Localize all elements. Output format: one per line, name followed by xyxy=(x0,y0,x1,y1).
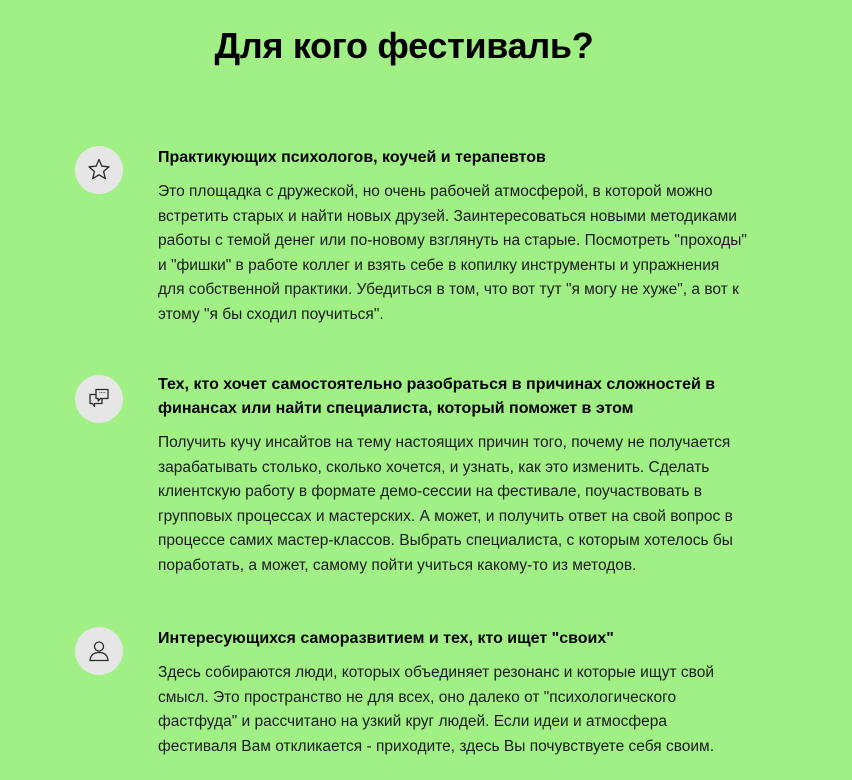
audience-item-title: Интересующихся саморазвитием и тех, кто ищет "своих" xyxy=(158,630,614,647)
user-icon xyxy=(75,627,123,675)
audience-item-text: Получить кучу инсайтов на тему настоящих причин того, почему не получается зарабатывать столько, сколько хочется, и узнать, как это изменить. Сделать клиентскую работу в формате демо-сессии на фестивале, поучаствовать в групповых процессах и мастерских. А может, и получить ответ на свой вопрос в процессе самих мастер-классов. Выбрать специалиста, с которым хотелось бы поработать, а может, самому пойти учиться какому-то из методов. xyxy=(158,434,733,574)
chat-bubbles-icon xyxy=(75,375,123,423)
audience-item-content xyxy=(158,627,748,759)
audience-item-title: Тех, кто хочет самостоятельно разобраться в причинах сложностей в финансах или найти специалиста, который поможет в этом xyxy=(158,376,716,417)
audience-item-text: Это площадка с дружеской, но очень рабочей атмосферой, в которой можно встретить старых и найти новых друзей. Заинтересоваться новыми методиками работы с темой денег или по-новому взглянуть на старые. Посмотреть "проходы" и "фишки" в работе коллег и взять себе в копилку инструменты и упражнения для собственной практики. Убедиться в том, что вот тут "я могу не хуже", а вот к этому "я бы сходил поучиться". xyxy=(158,183,747,323)
audience-item-content xyxy=(158,146,748,328)
page-title: Для кого фестиваль? xyxy=(214,25,594,66)
audience-item-content xyxy=(158,373,748,579)
audience-item-text: Здесь собираются люди, которых объединяет резонанс и которые ищут свой смысл. Это пространство не для всех, оно далеко от "психологического фастфуда" и рассчитано на узкий круг людей. Если идеи и атмосфера фестиваля Вам откликается - приходите, здесь Вы почувствуете себя своим. xyxy=(158,664,715,755)
star-icon xyxy=(75,146,123,194)
audience-item-title: Практикующих психологов, коучей и терапевтов xyxy=(158,149,546,166)
